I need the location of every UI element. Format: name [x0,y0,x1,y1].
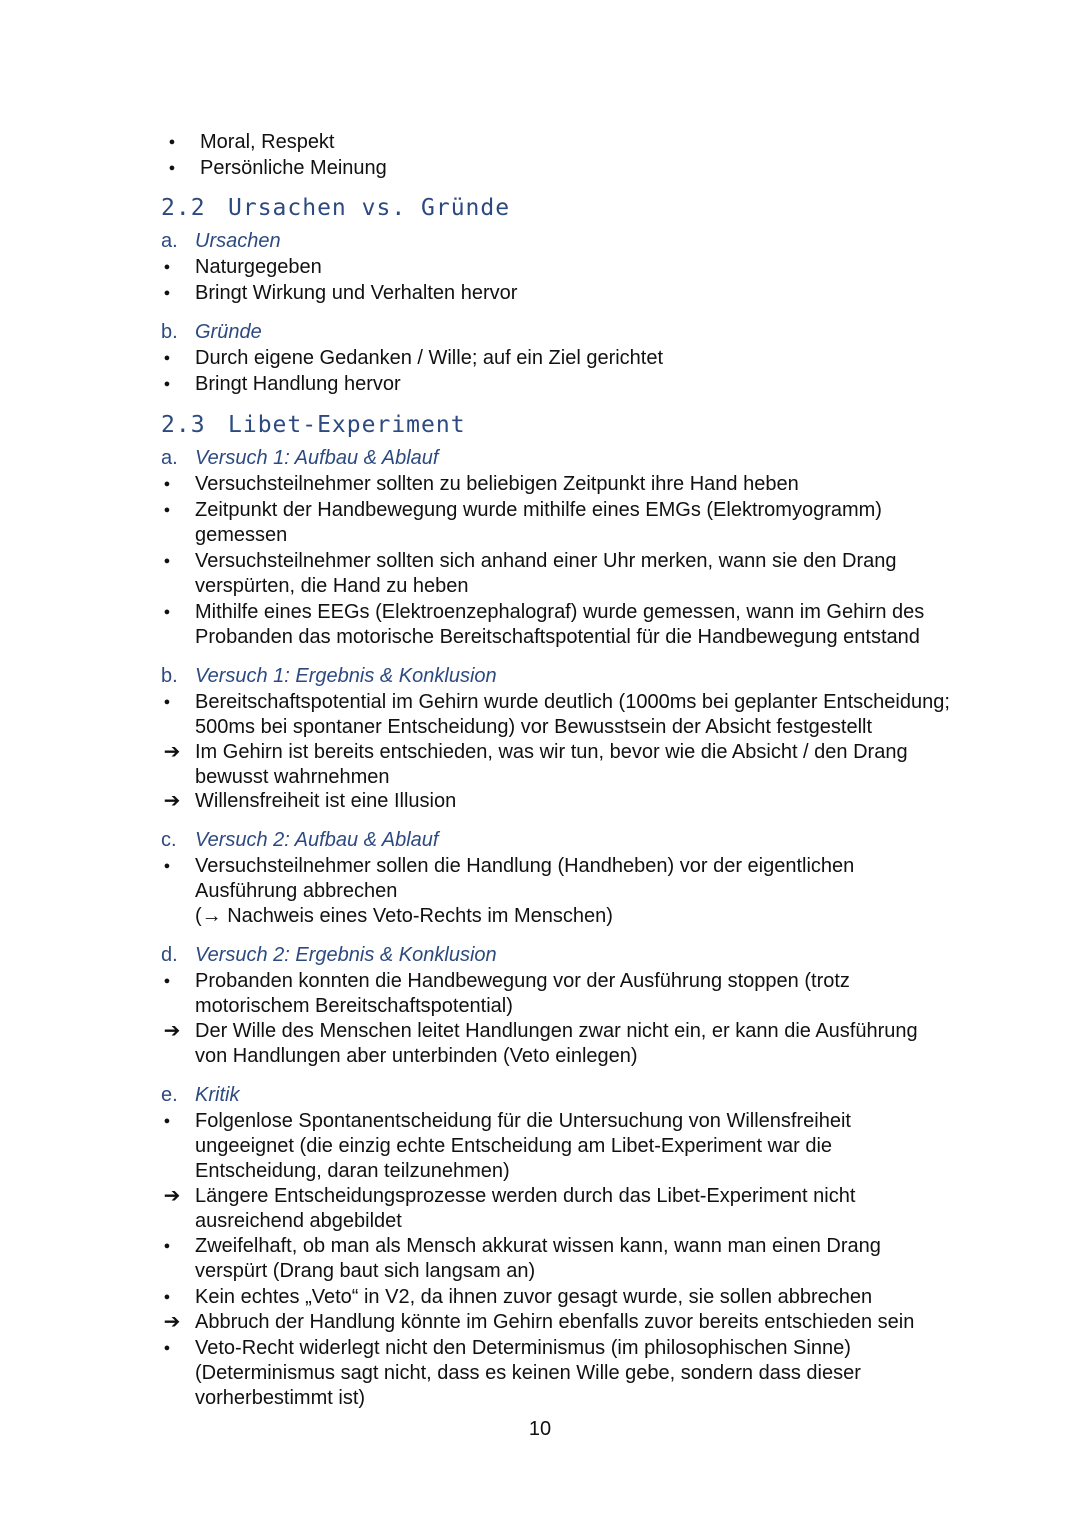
bullet-icon: ● [163,606,171,618]
page-number: 10 [528,1418,552,1440]
bullet-icon: ● [163,1115,171,1127]
bullet-icon: ● [163,1291,171,1303]
document-page: ● Moral, Respekt ● Persönliche Meinung 2.2 Ursachen vs. Gründe a. Ursachen ● Naturgegeben ● Bringt Wirkung und Verhalten hervor b. Gründe ● Durch eigene Gedanken / Wille; auf ein Ziel gerichtet ● Bringt Handlung hervor 2.3 Libet-Experiment a. Versuch 1: Aufbau & Ablauf ● Versuchsteilnehmer sollten zu beliebigen Zeitpunkt ihre Hand heben ● Zeitpunkt der Handbewegung wurde mithilfe eines EMGs (Elektromyogramm) gemessen ● Versuchsteilnehmer sollten sich anhand einer Uhr merken, wann sie den Drang verspürten, die Hand zu heben ● Mithilfe eines EEGs (Elektroenzephalograf) wurde gemessen, wann im Gehirn des Probanden das motorische Bereitschaftspotential für die Handbewegung entstand b. Versuch 1: Ergebnis & Konklusion ● Bereitschaftspotential im Gehirn wurde deutlich (1000ms bei geplanter Entscheidung; 500ms bei spontaner Entscheidung) vor Bewusstsein der Absicht festgestellt ➔ Im Gehirn ist bereits entschieden, was wir tun, bevor wie die Absicht / den Drang bewusst wahrnehmen ➔ Willensfreiheit ist eine Illusion c. Versuch 2: Aufbau & Ablauf ● Versuchsteilnehmer sollen die Handlung (Handheben) vor der eigentlichen Ausführung abbrechen (→ Nachweis eines Veto-Rechts im Menschen) d. Versuch 2: Ergebnis & Konklusion ● Probanden konnten die Handbewegung vor der Ausführung stoppen (trotz motorischem Bereitschaftspotential) ➔ Der Wille des Menschen leitet Handlungen zwar nicht ein, er kann die Ausführung von Handlungen aber unterbinden (Veto einlegen) e. Kritik ● Folgenlose Spontanentscheidung für die Untersuchung von Willensfreiheit ungeeignet (die einzig echte Entscheidung am Libet-Experiment war die Entscheidung, daran teilzunehmen) ➔ Längere Entscheidungsprozesse werden durch das Libet-Experiment nicht ausreichend abgebildet ● Zweifelhaft, ob man als Mensch akkurat wissen kann, wann man einen Drang verspürt (Drang baut sich langsam an) ● Kein echtes „Veto“ in V2, da ihnen zuvor gesagt wurde, sie sollen abbrechen ➔ Abbruch der Handlung könnte im Gehirn ebenfalls zuvor bereits entschieden sein ● Veto-Recht widerlegt nicht den Determinismus (im philosophischen Sinne) (Determinismus sagt nicht, dass es keinen Wille gebe, sondern dass dieser vorherbestimmt ist) 10 [0,0,1080,1527]
arrow-right-icon: ➔ [163,790,181,812]
bullet-icon: ● [163,378,171,390]
bullet-icon: ● [163,696,171,708]
bullet-icon: ● [163,287,171,299]
bullet-icon: ● [163,860,171,872]
arrow-right-icon: ➔ [163,1020,181,1042]
bullet-icon: ● [168,136,176,148]
bullet-icon: ● [163,504,171,516]
bullet-icon: ● [163,975,171,987]
arrow-right-icon: ➔ [163,741,181,763]
bullet-icon: ● [168,162,176,174]
arrow-right-icon: ➔ [163,1311,181,1333]
bullet-icon: ● [163,478,171,490]
bullet-icon: ● [163,352,171,364]
bullet-icon: ● [163,1240,171,1252]
bullet-icon: ● [163,555,171,567]
bullet-icon: ● [163,1342,171,1354]
bullet-icon: ● [163,261,171,273]
arrow-right-icon: ➔ [163,1185,181,1207]
